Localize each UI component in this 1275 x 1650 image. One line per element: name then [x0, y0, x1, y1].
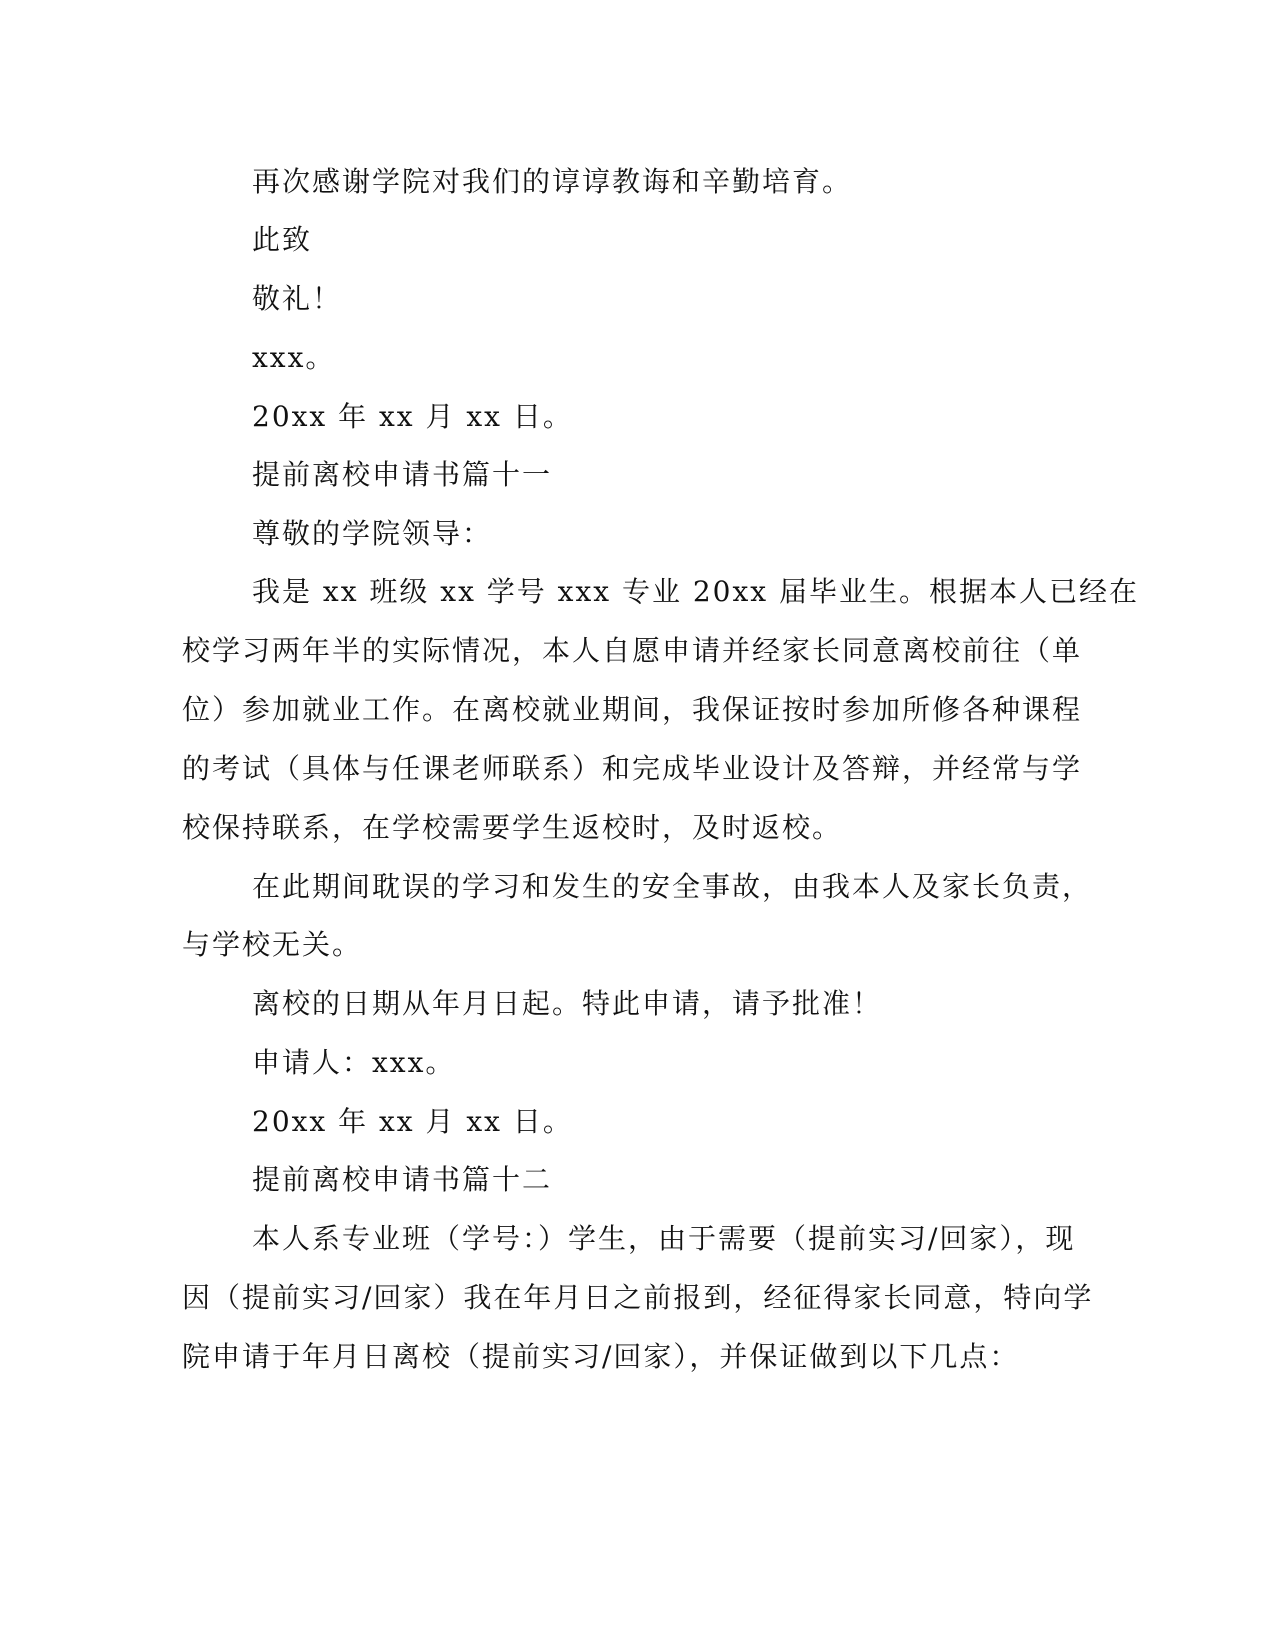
applicant-date: 20xx 年 xx 月 xx 日。 [252, 1105, 573, 1138]
signature-name: xxx。 [252, 341, 336, 374]
body-paragraph-line: 因（提前实习/回家）我在年月日之前报到，经征得家长同意，特向学 [182, 1281, 1094, 1314]
body-paragraph-line: 校学习两年半的实际情况，本人自愿申请并经家长同意离校前往（单 [182, 634, 1083, 667]
request-date-line: 离校的日期从年月日起。特此申请，请予批准！ [252, 987, 883, 1020]
body-paragraph-line: 本人系专业班（学号：）学生，由于需要（提前实习/回家），现 [252, 1222, 1076, 1255]
body-paragraph-line: 的考试（具体与任课老师联系）和完成毕业设计及答辩，并经常与学 [182, 752, 1083, 785]
salutation-jingli: 敬礼！ [252, 282, 343, 315]
body-paragraph-line: 在此期间耽误的学习和发生的安全事故，由我本人及家长负责， [252, 870, 1093, 903]
body-paragraph-line: 位）参加就业工作。在离校就业期间，我保证按时参加所修各种课程 [182, 693, 1083, 726]
closing-thanks-line: 再次感谢学院对我们的谆谆教诲和辛勤培育。 [252, 165, 853, 198]
salutation-cizhi: 此致 [252, 223, 313, 256]
applicant-line: 申请人：xxx。 [252, 1046, 456, 1079]
body-paragraph-line: 院申请于年月日离校（提前实习/回家），并保证做到以下几点： [182, 1340, 1020, 1373]
letter-greeting: 尊敬的学院领导： [252, 517, 493, 550]
signature-date: 20xx 年 xx 月 xx 日。 [252, 400, 573, 433]
section-title-12: 提前离校申请书篇十二 [252, 1163, 553, 1196]
body-paragraph-line: 我是 xx 班级 xx 学号 xxx 专业 20xx 届毕业生。根据本人已经在 [252, 575, 1139, 608]
body-paragraph-line: 校保持联系，在学校需要学生返校时，及时返校。 [182, 811, 843, 844]
body-paragraph-line: 与学校无关。 [182, 928, 363, 961]
section-title-11: 提前离校申请书篇十一 [252, 458, 553, 491]
